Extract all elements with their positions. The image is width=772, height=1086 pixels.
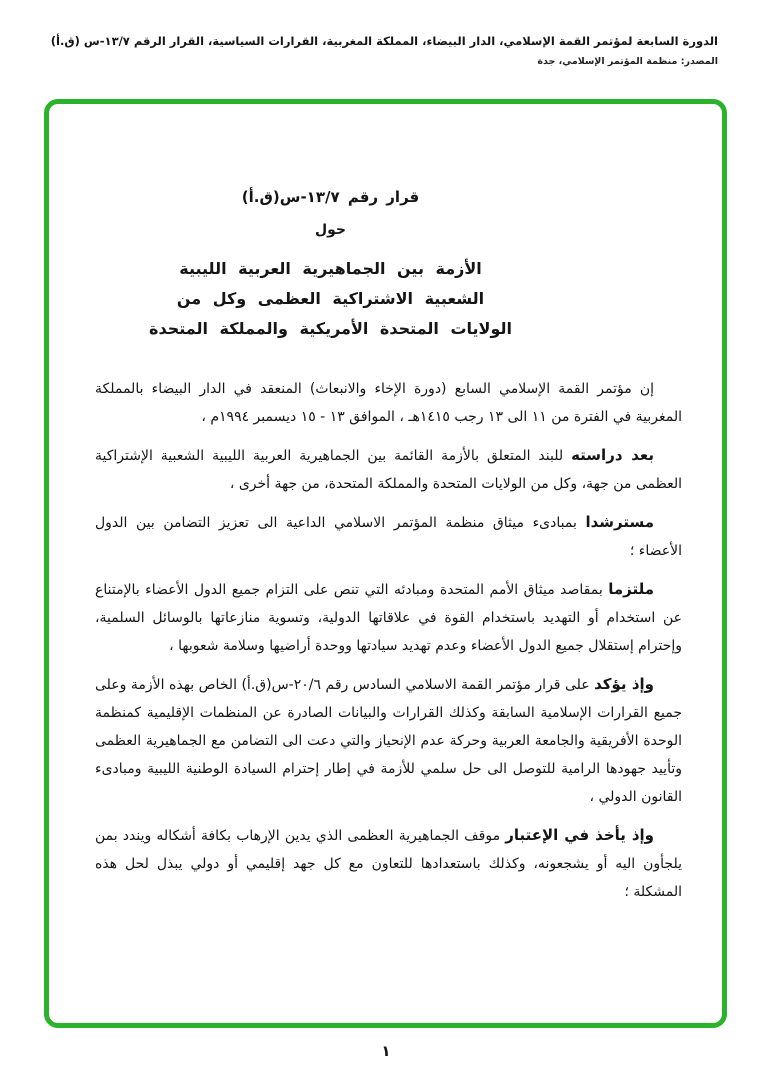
paragraph [95,441,682,498]
paragraph-lead: بعد دراسته [571,446,655,464]
paragraph-text: للبند المتعلق بالأزمة القائمة بين الجماهيرية العربية الليبية الشعبية الإشتراكية العظمى من جهة، وكل من الولايات المتحدة والمملكة المتحدة، من جهة أخرى ، [95,448,682,492]
title-block [44,188,624,344]
paragraph-text: إن مؤتمر القمة الإسلامي السابع (دورة الإخاء والانبعاث) المنعقد في الدار البيضاء بالمملكة المغربية في الفترة من ١١ الى ١٣ رجب ١٤١٥هـ ، الموافق ١٣ - ١٥ ديسمبر ١٩٩٤م ، [95,381,682,425]
header-citation: الدورة السابعة لمؤتمر القمة الإسلامي، الدار البيضاء، المملكة المغربية، القرارات السياسية، القرار الرقم ١٣/٧-س (ق.أ) [50,34,718,48]
page-footer [0,1042,772,1060]
paragraph-lead: وإذ يؤكد [594,675,654,693]
resolution-number: قرار رقم ١٣/٧-س(ق.أ) [241,188,420,206]
paragraph-lead: ملتزما [608,580,654,598]
page-number: ١ [381,1042,391,1060]
header-source: المصدر: منظمة المؤتمر الإسلامي، جدة [537,56,718,67]
paragraph-text: بمقاصد ميثاق الأمم المتحدة ومبادئه التي تنص على التزام جميع الدول الأعضاء بالإمتناع عن استخدام أو التهديد باستخدام القوة في علاقاتها الدولية، وتسوية منازعاتها بالوسائل السلمية، وإحترام إستقلال جميع الدول الأعضاء وعدم تهديد سيادتها ووحدة أراضيها وسلامة شعوبها ، [95,582,682,654]
title-about: حول [314,222,346,238]
paragraph-lead: وإذ يأخذ في الإعتبار [505,826,654,844]
title-line-3: الولايات المتحدة الأمريكية والمملكة المتحدة [149,319,512,338]
paragraph-lead: مسترشدا [585,513,654,531]
title-line-1: الأزمة بين الجماهيرية العربية الليبية [179,259,482,278]
paragraph [95,821,682,906]
paragraph-text: على قرار مؤتمر القمة الاسلامي السادس رقم ٢٠/٦-س(ق.أ) الخاص بهذه الأزمة وعلى جميع القرارات الإسلامية السابقة وكذلك القرارات والبيانات الصادرة عن المنظمات الإقليمية كمنظمة الوحدة الأفريقية والجامعة العربية وحركة عدم الإنحياز والتي دعت الى التضامن مع الجماهيرية العظمى وتأييد جهودها الرامية للتوصل الى حل سلمي للأزمة في إطار إحترام السيادة الوطنية الليبية ومبادىء القانون الدولي ، [95,677,682,805]
paragraph [95,374,682,431]
document-header [50,34,718,67]
paragraph-text: موقف الجماهيرية العظمى الذي يدين الإرهاب بكافة أشكاله ويندد بمن يلجأون اليه أو يشجعونه، وكذلك باستعدادها للتعاون مع كل جهد إقليمي أو دولي يبذل لحل هذه المشكلة ؛ [95,828,682,900]
paragraph [95,508,682,565]
paragraph [95,670,682,811]
paragraph [95,575,682,660]
document-body [95,374,682,906]
document-frame [44,99,727,1028]
title-line-2: الشعبية الاشتراكية العظمى وكل من [176,289,485,308]
paragraph-text: بمبادىء ميثاق منظمة المؤتمر الاسلامي الداعية الى تعزيز التضامن بين الدول الأعضاء ؛ [95,515,682,559]
